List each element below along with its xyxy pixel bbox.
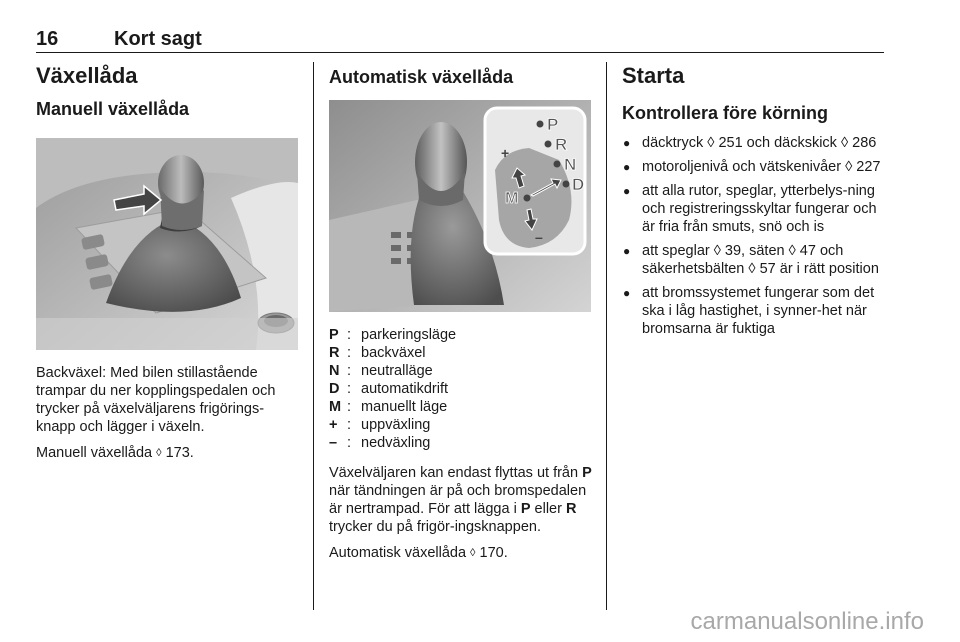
column-automatic-gearbox xyxy=(329,62,593,562)
legend-value: parkeringsläge xyxy=(361,327,457,343)
gear-legend xyxy=(329,326,593,452)
checklist-item: ● motoroljenivå och vätskenivåer ◊ 227 xyxy=(622,158,886,176)
checklist-item: ● att bromssystemet fungerar som det ska i låg hastighet, i synner-het när bromsarna är fuktiga xyxy=(622,284,886,338)
chapter-title: Kort sagt xyxy=(114,28,202,50)
checklist-item: ● däcktryck ◊ 251 och däckskick ◊ 286 xyxy=(622,134,886,152)
automatic-paragraph: Växelväljaren kan endast flyttas ut från P när tändningen är på och bromspedalen är nertrampad. För att lägga i P eller R trycker du på frigör-ingsknappen. xyxy=(329,465,592,535)
legend-key: – xyxy=(329,435,338,451)
column-manual-gearbox xyxy=(36,62,298,462)
page-ref-icon: ◊ xyxy=(470,547,476,559)
legend-row xyxy=(329,398,593,416)
legend-key: + xyxy=(329,417,338,433)
legend-key: P xyxy=(329,327,339,343)
page-header xyxy=(36,28,884,53)
checklist xyxy=(622,134,886,338)
legend-row xyxy=(329,326,593,344)
column-start xyxy=(622,62,886,344)
section-title: Starta xyxy=(622,63,685,88)
legend-value: neutralläge xyxy=(361,363,433,379)
legend-row xyxy=(329,362,593,380)
section-subtitle: Manuell växellåda xyxy=(36,99,190,119)
checklist-item: ● att speglar ◊ 39, säten ◊ 47 och säkerhetsbälten ◊ 57 är i rätt position xyxy=(622,242,886,278)
page-ref-link[interactable]: 170. xyxy=(479,545,508,561)
legend-value: backväxel xyxy=(361,345,426,361)
legend-value: automatikdrift xyxy=(361,381,449,397)
legend-row xyxy=(329,416,593,434)
legend-separator: : xyxy=(347,417,352,433)
section-title: Automatisk växellåda xyxy=(329,67,514,87)
column-divider xyxy=(606,62,607,610)
page-ref-icon: ◊ xyxy=(156,447,162,459)
column-divider xyxy=(313,62,314,610)
manual-gearbox-reference: Manuell växellåda ◊ 173. xyxy=(36,445,194,461)
legend-separator: : xyxy=(347,345,352,361)
watermark: carmanualsonline.info xyxy=(690,608,924,635)
legend-separator: : xyxy=(347,381,352,397)
checklist-item: ● att alla rutor, speglar, ytterbelys-ning och registreringsskyltar fungerar och är fria från smuts, snö och is xyxy=(622,182,886,236)
gate-label-n: N xyxy=(564,155,577,174)
legend-value: manuellt läge xyxy=(361,399,448,415)
legend-value: nedväxling xyxy=(361,435,431,451)
legend-value: uppväxling xyxy=(361,417,431,433)
legend-key: R xyxy=(329,345,340,361)
gate-label-d: D xyxy=(572,175,585,194)
legend-separator: : xyxy=(347,399,352,415)
manual-reverse-paragraph: Backväxel: Med bilen stillastående trampar du ner kopplingspedalen och trycker på växelväljarens frigörings-knapp och lägger i växeln. xyxy=(36,365,276,435)
page-number: 16 xyxy=(36,28,59,50)
legend-key: N xyxy=(329,363,340,379)
legend-row xyxy=(329,434,593,452)
svg-text:–: – xyxy=(535,229,543,245)
legend-separator: : xyxy=(347,327,352,343)
gate-label-r: R xyxy=(555,135,568,154)
legend-row xyxy=(329,344,593,362)
svg-text:+: + xyxy=(501,145,510,161)
gate-label-p: P xyxy=(547,115,559,134)
page-ref-link[interactable]: 173. xyxy=(165,445,194,461)
legend-row xyxy=(329,380,593,398)
section-title: Växellåda xyxy=(36,63,138,88)
legend-separator: : xyxy=(347,363,352,379)
manual-gearshift-figure xyxy=(36,138,298,350)
legend-separator: : xyxy=(347,435,352,451)
section-subtitle: Kontrollera före körning xyxy=(622,103,829,123)
automatic-gearbox-reference: Automatisk växellåda ◊ 170. xyxy=(329,545,508,561)
legend-key: D xyxy=(329,381,340,397)
legend-key: M xyxy=(329,399,342,415)
automatic-gearshift-figure xyxy=(329,100,591,312)
gate-label-m: M xyxy=(505,190,519,207)
